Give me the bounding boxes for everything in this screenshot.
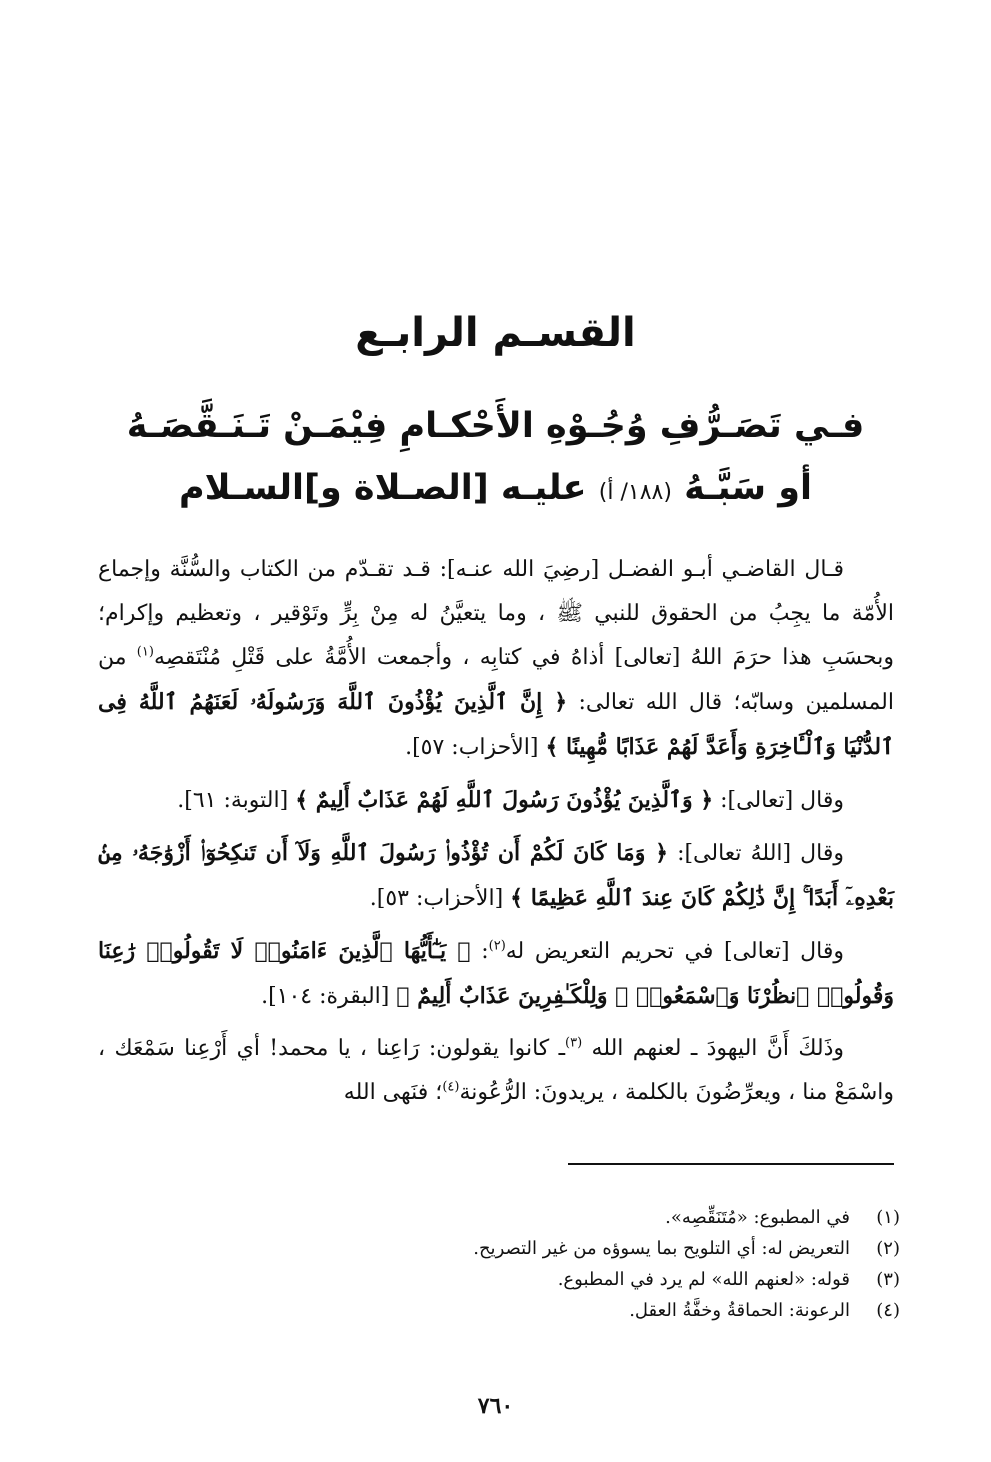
footnote-text: التعريض له: أي التلويح بما يسوؤه من غير التصريح. — [473, 1238, 850, 1259]
paragraph-5-text: وذَلكَ أَنَّ اليهودَ ـ لعنهم الله — [582, 1036, 844, 1061]
footnote-separator — [568, 1163, 894, 1165]
chapter-title-line-2 — [100, 457, 891, 524]
quran-verse-baqara-104: ﴿ يَـٰٓأَيُّهَا ٱلَّذِينَ ءَامَنُوا۟ لَا تَقُولُوا۟ رَٰعِنَا وَقُولُوا۟ ٱنظُرْنَا وَٱسْمَعُوا۟ ۗ وَلِلْكَـٰفِرِينَ عَذَابٌ أَلِيمٌ ﴾ — [98, 938, 894, 1009]
section-title: القسـم الرابـع — [355, 310, 636, 356]
verse-reference: [الأحزاب: ٥٧]. — [405, 735, 546, 760]
paragraph-4 — [98, 929, 894, 1019]
manuscript-folio-reference: (١٨٨/ أ) — [598, 480, 672, 505]
chapter-title — [100, 395, 891, 524]
footnote-ref-3: (٣) — [565, 1035, 583, 1051]
chapter-title-line-2-start: أو سَبَّـهُ — [684, 468, 812, 508]
footnote-number: (١) — [876, 1207, 900, 1228]
page-number: ٧٦٠ — [477, 1393, 514, 1419]
paragraph-5-text-c: ؛ فنَهى الله — [343, 1080, 443, 1105]
chapter-title-line-1: فـي تَصَـرُّفِ وُجُـوْهِ الأَحْكـامِ فِيْمَـنْ تَـنَـقَّصَـهُ — [126, 406, 865, 446]
footnote — [300, 1202, 900, 1233]
paragraph-1 — [98, 548, 894, 770]
verse-reference: [البقرة: ١٠٤]. — [261, 984, 397, 1009]
paragraph-5 — [98, 1027, 894, 1115]
footnote-number: (٢) — [876, 1238, 900, 1259]
quran-verse-ahzab-57: ﴿ إِنَّ ٱلَّذِينَ يُؤْذُونَ ٱللَّهَ وَرَسُولَهُۥ لَعَنَهُمُ ٱللَّهُ فِى ٱلدُّنْيَا وَٱلْـَٔاخِرَةِ وَأَعَدَّ لَهُمْ عَذَابًا مُّهِينًا ﴾ — [98, 689, 894, 760]
footnote-number: (٣) — [876, 1269, 900, 1290]
paragraph-2 — [98, 778, 894, 823]
paragraph-1-text-b: من المسلمين وسابّه؛ قال الله تعالى: — [98, 645, 894, 715]
footnote-text: قوله: «لعنهم الله» لم يرد في المطبوع. — [557, 1269, 850, 1290]
paragraph-5-text-b: ـ كانوا يقولون: رَاعِنا ، يا محمد! أي أَرْعِنا سَمْعَك ، واسْمَعْ منا ، ويعرِّضُونَ بالكلمة ، يريدونَ: الرُّعُونة — [98, 1036, 894, 1105]
verse-reference: [التوبة: ٦١]. — [177, 788, 296, 813]
footnote-ref-4: (٤) — [442, 1079, 460, 1095]
paragraph-4-text-b: : — [470, 939, 489, 964]
paragraph-3-text: وقال [اللهُ تعالى]: — [667, 841, 845, 866]
footnote-ref-1: (١) — [136, 644, 154, 660]
chapter-title-line-2-end: عليـه [الصـلاة و]السـلام — [179, 468, 587, 508]
footnotes — [300, 1202, 900, 1326]
footnote-ref-2: (٢) — [488, 938, 506, 954]
footnote — [300, 1295, 900, 1326]
main-text — [98, 548, 894, 1123]
footnote-text: في المطبوع: «مُتَنَقِّصِه». — [665, 1207, 850, 1228]
footnote — [300, 1264, 900, 1295]
quran-verse-ahzab-53: ﴿ وَمَا كَانَ لَكُمْ أَن تُؤْذُوا۟ رَسُولَ ٱللَّهِ وَلَآ أَن تَنكِحُوٓا۟ أَزْوَٰجَهُۥ مِنۢ بَعْدِهِۦٓ أَبَدًا ۚ إِنَّ ذَٰلِكُمْ كَانَ عِندَ ٱللَّهِ عَظِيمًا ﴾ — [98, 840, 894, 911]
footnote — [300, 1233, 900, 1264]
paragraph-4-text: وقال [تعالى] في تحريم التعريض له — [505, 939, 844, 964]
footnote-text: الرعونة: الحماقةُ وخفَّةُ العقل. — [629, 1300, 850, 1321]
paragraph-1-text: قـال القاضـي أبـو الفضـل [رضِيَ الله عنـه]: قـد تقـدّم من الكتاب والسُّنَّة وإجماع الأُمّة ما يجِبُ من الحقوق للنبي ﷺ ، وما يتعيَّنُ له مِنْ بِرٍّ وتَوْقير ، وتعظيم وإكرام؛ وبحسَبِ هذا حرَمَ اللهُ [تعالى] أذاهُ في كتابِه ، وأجمعت الأُمَّةُ على قَتْلِ مُنْتَقصِه — [98, 557, 894, 670]
footnote-number: (٤) — [876, 1300, 900, 1321]
quran-verse-tawba-61: ﴿ وَٱلَّذِينَ يُؤْذُونَ رَسُولَ ٱللَّهِ لَهُمْ عَذَابٌ أَلِيمٌ ﴾ — [295, 787, 714, 813]
paragraph-3 — [98, 831, 894, 921]
verse-reference: [الأحزاب: ٥٣]. — [369, 886, 511, 911]
paragraph-2-text: وقال [تعالى]: — [713, 788, 844, 813]
